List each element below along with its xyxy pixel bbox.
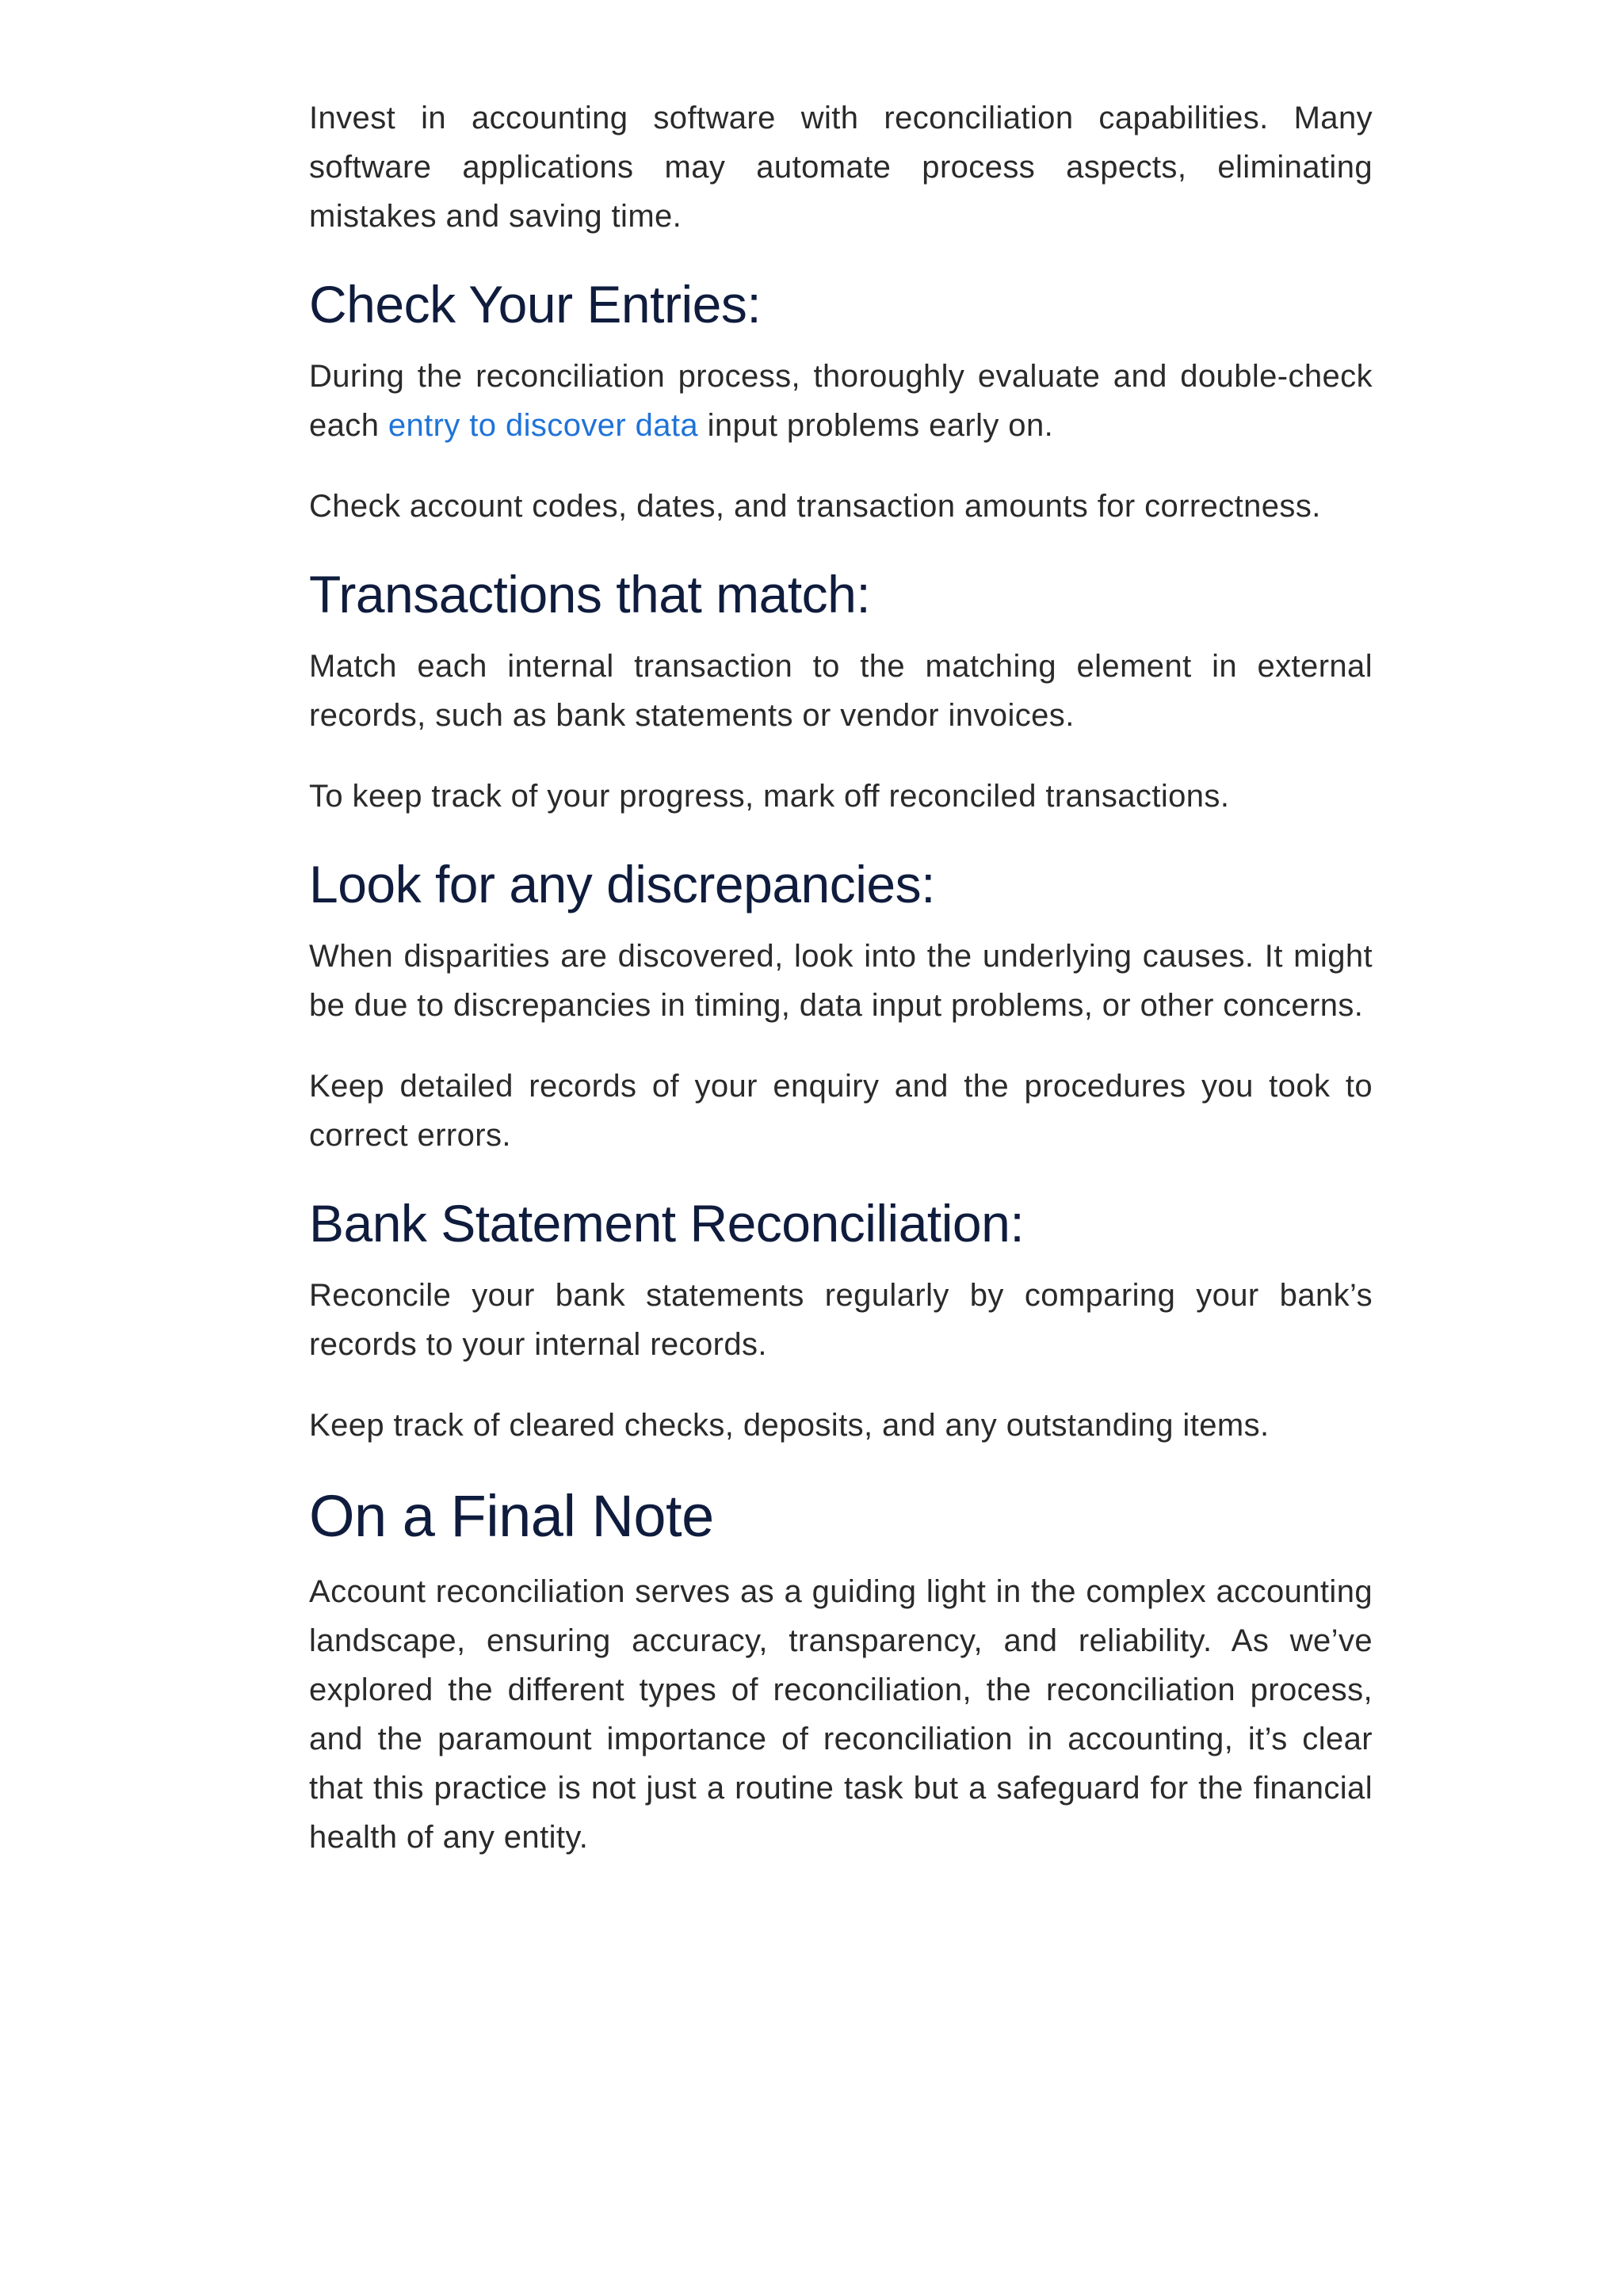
bank-statement-paragraph-1: Reconcile your bank statements regularly by comparing your bank’s records to your internal records. bbox=[309, 1278, 1373, 1362]
heading-bank-statement-reconciliation: Bank Statement Reconciliation: bbox=[309, 1194, 1025, 1253]
bank-statement-paragraph-2: Keep track of cleared checks, deposits, and any outstanding items. bbox=[309, 1408, 1270, 1443]
check-entries-text-before-link: During the reconciliation process, thoroughly evaluate and double-check each bbox=[309, 359, 1373, 443]
heading-check-your-entries: Check Your Entries: bbox=[309, 275, 762, 334]
transactions-paragraph-1: Match each internal transaction to the matching element in external records, such as bank statements or vendor invoices. bbox=[309, 649, 1373, 733]
check-entries-text-after-link: input problems early on. bbox=[698, 408, 1054, 443]
final-note-paragraph: Account reconciliation serves as a guiding light in the complex accounting landscape, ensuring accuracy, transparency, and reliability. As we’ve explored the different types of reconciliation, the reconciliation process, and the paramount importance of reconciliation in accounting, it’s clear that this practice is not just a routine task but a safeguard for the financial health of any entity. bbox=[309, 1574, 1373, 1855]
heading-transactions-that-match: Transactions that match: bbox=[309, 565, 871, 624]
transactions-paragraph-2: To keep track of your progress, mark off reconciled transactions. bbox=[309, 779, 1230, 814]
heading-look-for-discrepancies: Look for any discrepancies: bbox=[309, 855, 935, 913]
article-content bbox=[309, 93, 1373, 1894]
check-entries-paragraph-1 bbox=[309, 352, 1373, 450]
discrepancies-paragraph-2: Keep detailed records of your enquiry and the procedures you took to correct errors. bbox=[309, 1069, 1373, 1153]
heading-on-a-final-note: On a Final Note bbox=[309, 1483, 714, 1549]
discover-data-link[interactable]: entry to discover data bbox=[388, 408, 699, 443]
discrepancies-paragraph-1: When disparities are discovered, look into the underlying causes. It might be due to discrepancies in timing, data input problems, or other concerns. bbox=[309, 939, 1373, 1023]
intro-paragraph: Invest in accounting software with reconciliation capabilities. Many software applications may automate process aspects, eliminating mistakes and saving time. bbox=[309, 101, 1373, 234]
check-entries-paragraph-2: Check account codes, dates, and transaction amounts for correctness. bbox=[309, 489, 1321, 524]
